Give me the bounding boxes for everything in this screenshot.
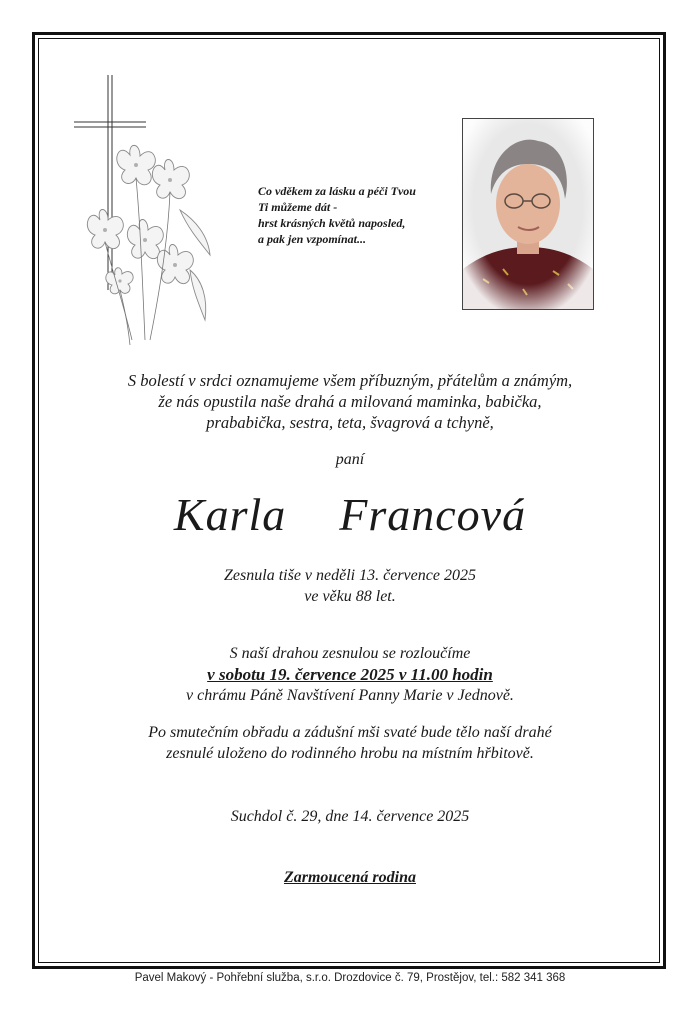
announcement-line: že nás opustila naše drahá a milovaná maminka, babička, [158, 392, 542, 411]
death-date: Zesnula tiše v neděli 13. července 2025 [224, 567, 476, 584]
death-info [40, 565, 660, 607]
age: ve věku 88 let. [304, 588, 396, 605]
farewell-datetime: v sobotu 19. července 2025 v 11.00 hodin [207, 665, 493, 684]
funeral-service-footer: Pavel Makový - Pohřební služba, s.r.o. Drozdovice č. 79, Prostějov, tel.: 582 341 368 [134, 972, 566, 984]
poem-line: Co vděkem za lásku a péči Tvou [258, 184, 416, 198]
announcement-line: S bolestí v srdci oznamujeme všem příbuzným, přátelům a známým, [127, 371, 573, 390]
farewell-intro: S naší drahou zesnulou se rozloučíme [229, 645, 471, 662]
burial-line: zesnulé uloženo do rodinného hrobu na místním hřbitově. [166, 745, 534, 762]
announcement-text [40, 370, 660, 433]
poem-line: Ti můžeme dát - [258, 200, 338, 214]
poem-line: a pak jen vzpomínat... [258, 232, 367, 246]
portrait-photo [462, 118, 594, 310]
poem-line: hrst krásných květů naposled, [258, 216, 406, 230]
honorific: paní [335, 451, 365, 468]
farewell-info [40, 643, 660, 706]
memorial-poem [258, 183, 468, 247]
place-date: Suchdol č. 29, dne 14. července 2025 [230, 808, 470, 825]
deceased-name: Karla Francová [173, 489, 527, 540]
burial-info [40, 722, 660, 764]
farewell-location: v chrámu Páně Navštívení Panny Marie v Jednově. [186, 687, 514, 704]
signature: Zarmoucená rodina [283, 869, 416, 886]
cross-lily-ornament [70, 70, 220, 355]
burial-line: Po smutečním obřadu a zádušní mši svaté bude tělo naší drahé [148, 724, 552, 741]
announcement-line: prababička, sestra, teta, švagrová a tchyně, [206, 413, 494, 432]
